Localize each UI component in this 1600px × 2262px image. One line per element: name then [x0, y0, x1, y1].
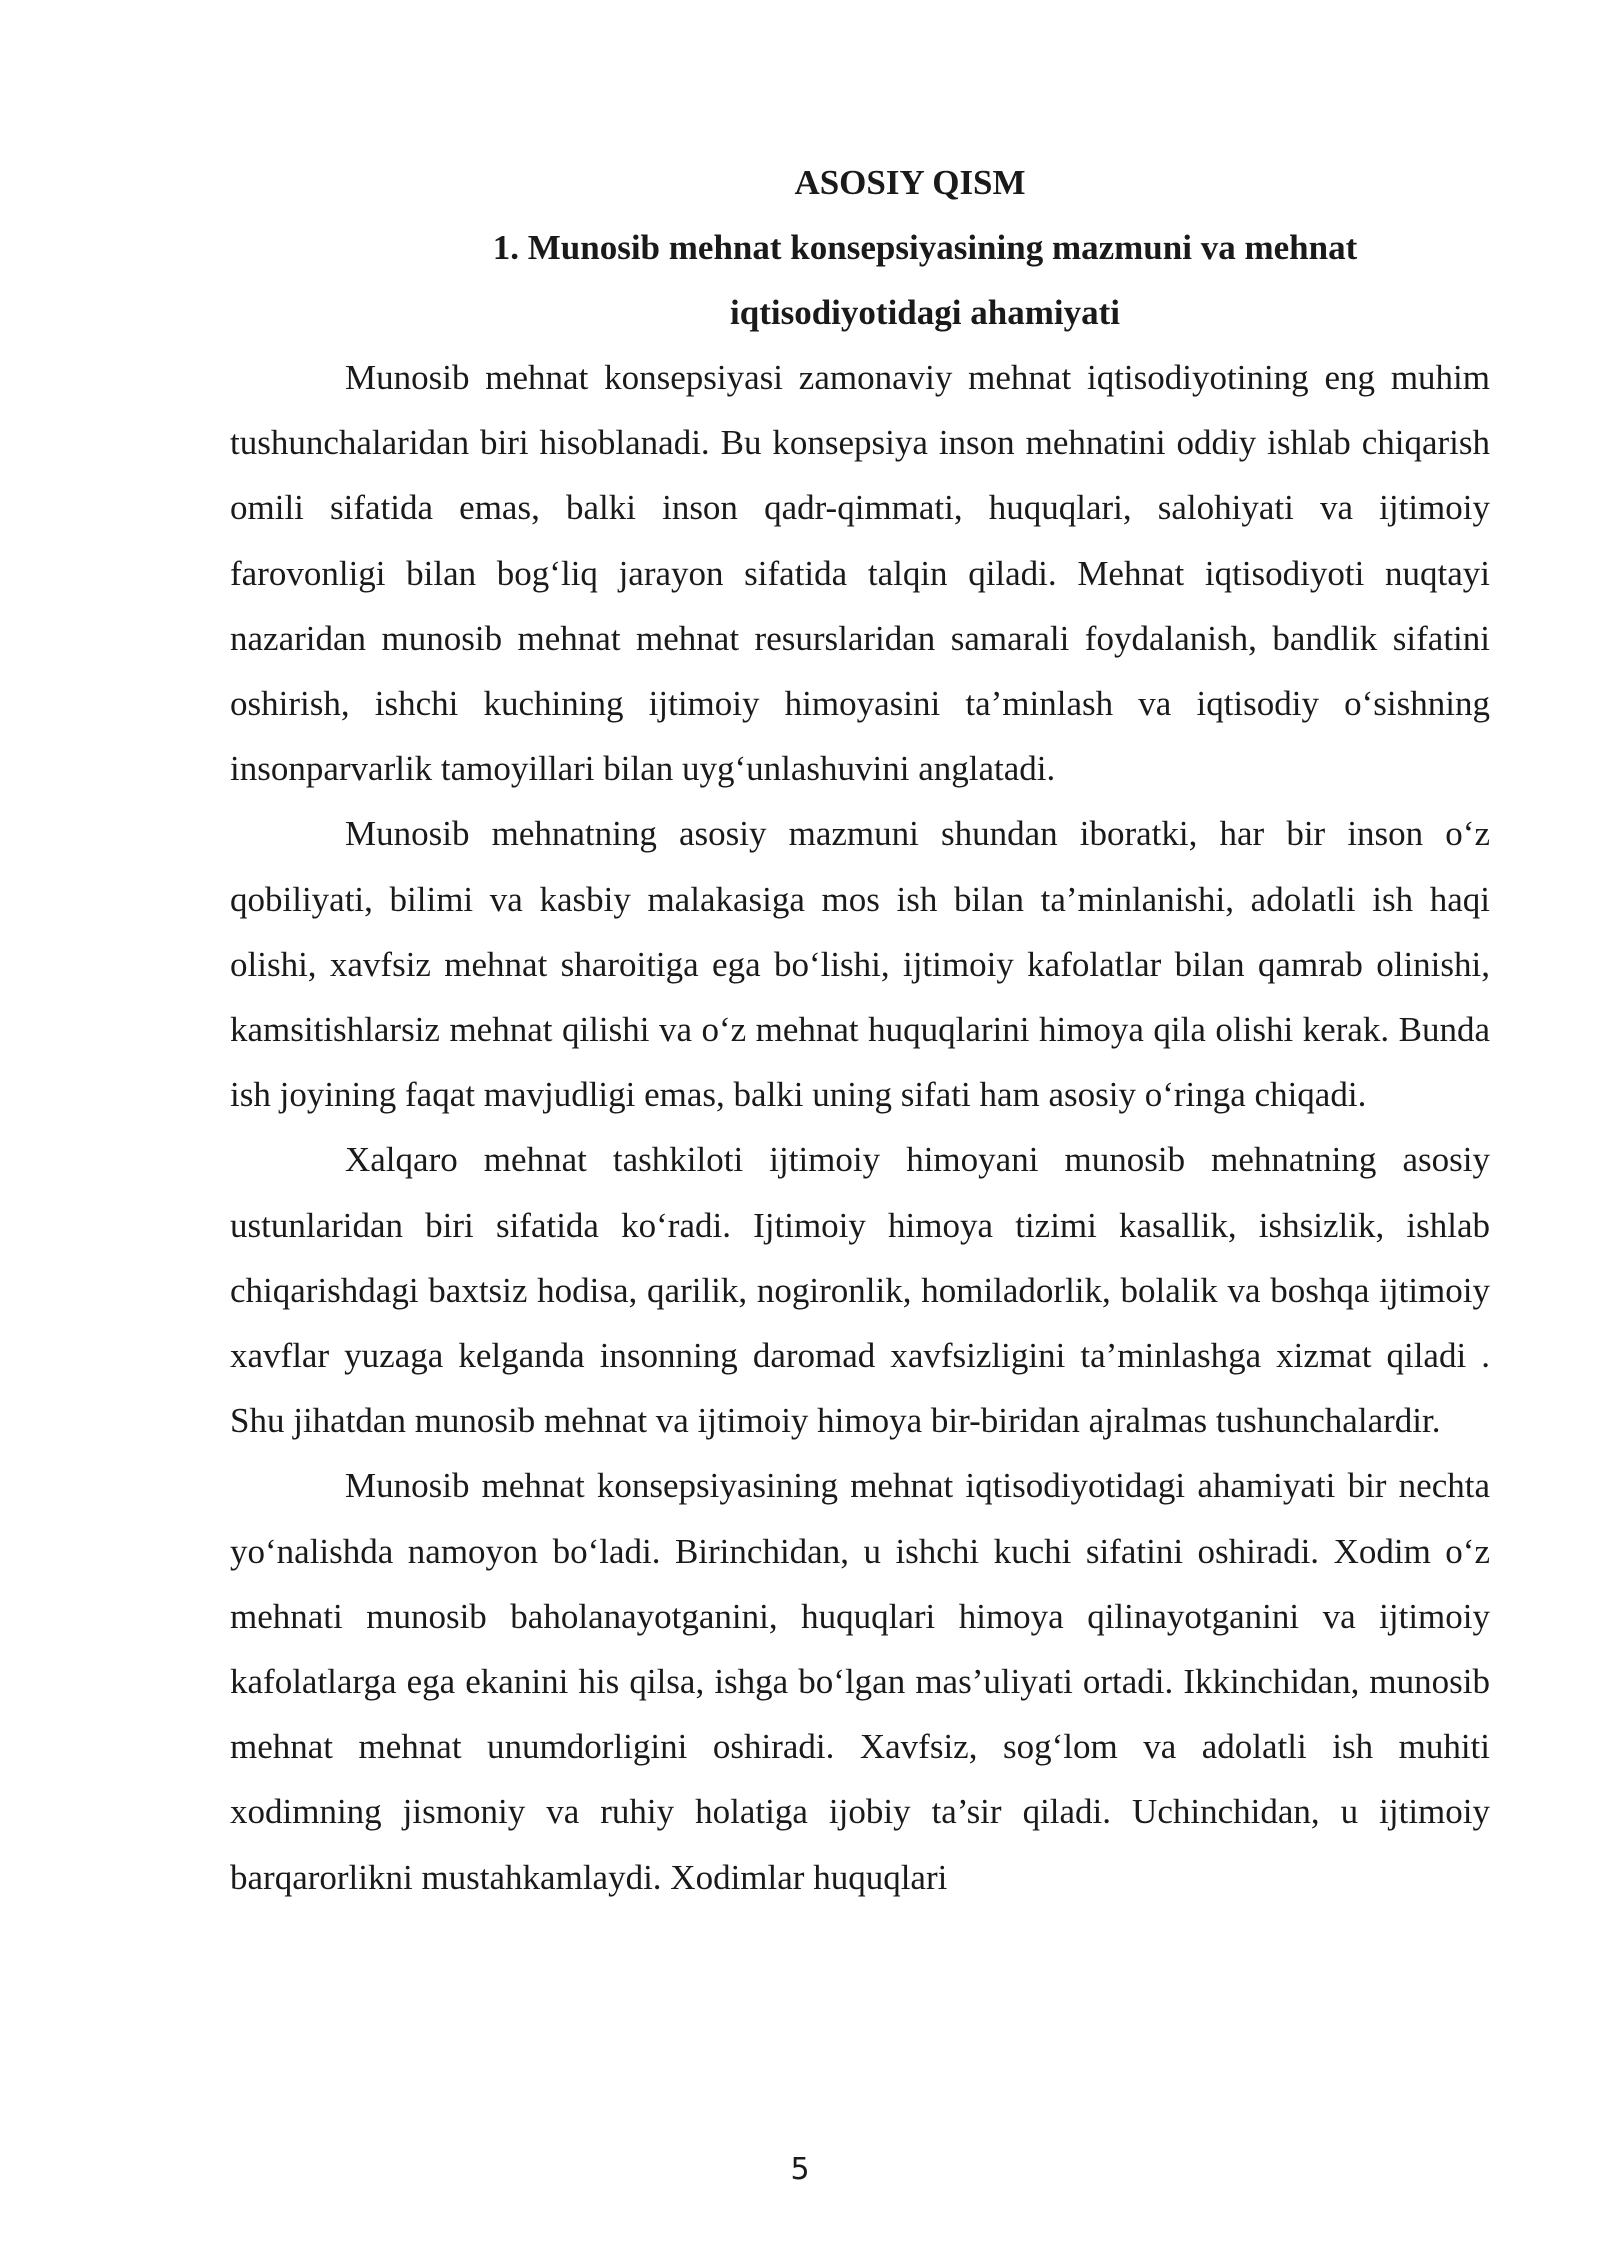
paragraph-1: Munosib mehnat konsepsiyasi zamonaviy mehnat iqtisodiyotining eng muhim tushunchalaridan biri hisoblanadi. Bu konsepsiya inson mehnatini oddiy ishlab chiqarish omili sifatida emas, balki inson qadr-qimmati, huquqlari, salohiyati va ijtimoiy farovonligi bilan bog‘liq jarayon sifatida talqin qiladi. Mehnat iqtisodiyoti nuqtayi nazaridan munosib mehnat mehnat resurslaridan samarali foydalanish, bandlik sifatini oshirish, ishchi kuchining ijtimoiy himoyasini ta’minlash va iqtisodiy o‘sishning insonparvarlik tamoyillari bilan uyg‘unlashuvini anglatadi.: [230, 358, 1490, 789]
document-page: [230, 150, 1490, 1910]
section-title: ASOSIY QISM: [794, 163, 1026, 202]
chapter-title: 1. Munosib mehnat konsepsiyasining mazmuni va mehnat iqtisodiyotidagi ahamiyati: [492, 228, 1358, 332]
page-number: 5: [790, 2152, 810, 2187]
paragraph-3: Xalqaro mehnat tashkiloti ijtimoiy himoyani munosib mehnatning asosiy ustunlaridan biri sifatida ko‘radi. Ijtimoiy himoya tizimi kasallik, ishsizlik, ishlab chiqarishdagi baxtsiz hodisa, qarilik, nogironlik, homiladorlik, bolalik va boshqa ijtimoiy xavflar yuzaga kelganda insonning daromad xavfsizligini ta’minlashga xizmat qiladi . Shu jihatdan munosib mehnat va ijtimoiy himoya bir-biridan ajralmas tushunchalardir.: [230, 1140, 1490, 1441]
paragraph-4: Munosib mehnat konsepsiyasining mehnat iqtisodiyotidagi ahamiyati bir nechta yo‘nalishda namoyon bo‘ladi. Birinchidan, u ishchi kuchi sifatini oshiradi. Xodim o‘z mehnati munosib baholanayotganini, huquqlari himoya qilinayotganini va ijtimoiy kafolatlarga ega ekanini his qilsa, ishga bo‘lgan mas’uliyati ortadi. Ikkinchidan, munosib mehnat mehnat unumdorligini oshiradi. Xavfsiz, sog‘lom va adolatli ish muhiti xodimning jismoniy va ruhiy holatiga ijobiy ta’sir qiladi. Uchinchidan, u ijtimoiy barqarorlikni mustahkamlaydi. Xodimlar huquqlari: [230, 1466, 1490, 1897]
paragraph-2: Munosib mehnatning asosiy mazmuni shundan iboratki, har bir inson o‘z qobiliyati, bilimi va kasbiy malakasiga mos ish bilan ta’minlanishi, adolatli ish haqi olishi, xavfsiz mehnat sharoitiga ega bo‘lishi, ijtimoiy kafolatlar bilan qamrab olinishi, kamsitishlarsiz mehnat qilishi va o‘z mehnat huquqlarini himoya qila olishi kerak. Bunda ish joyining faqat mavjudligi emas, balki uning sifati ham asosiy o‘ringa chiqadi.: [230, 814, 1490, 1115]
